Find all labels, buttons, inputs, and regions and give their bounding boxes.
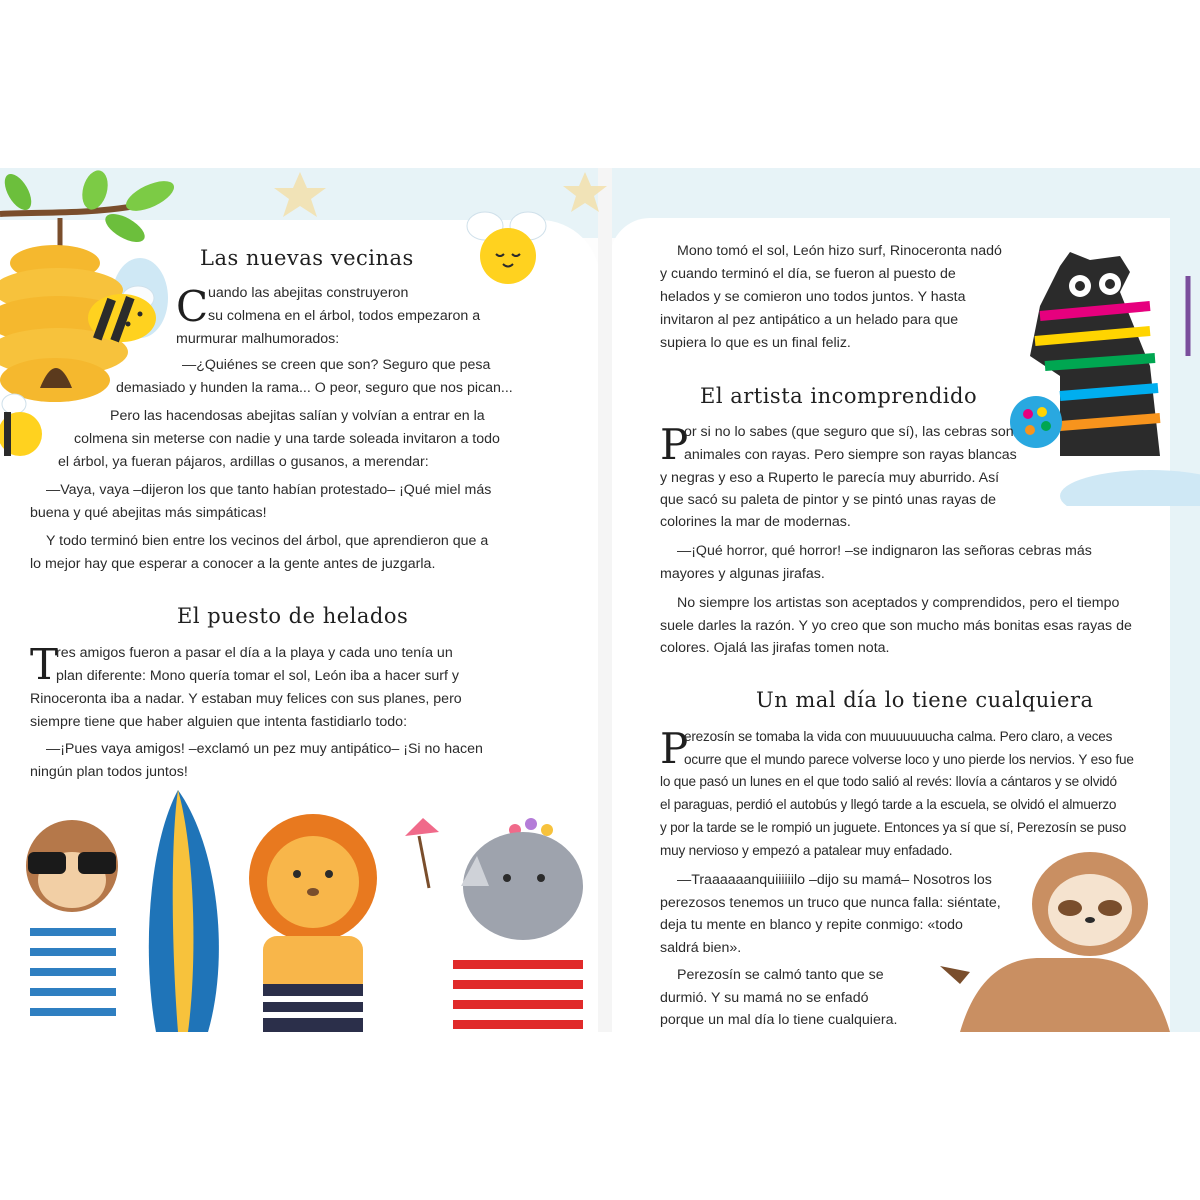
paragraph-line: or si no lo sabes (que seguro que sí), las cebras son (684, 424, 1014, 440)
paragraph-line: res amigos fueron a pasar el día a la playa y cada uno tenía un (56, 645, 453, 661)
bee-illustration (0, 390, 48, 460)
paragraph-line: ningún plan todos juntos! (30, 764, 188, 780)
paragraph-line: suele darles la razón. Y yo creo que son mucho más bonitas esas rayas de (660, 618, 1132, 634)
rhino-illustration (395, 796, 595, 1032)
paragraph-line: perezosos tenemos un truco que nunca falla: siéntate, (660, 895, 1001, 911)
lion-illustration (235, 808, 395, 1032)
paragraph-line: invitaron al pez antipático a un helado para que (660, 312, 959, 328)
paragraph-line: helados y se comieron uno todos juntos. Y hasta (660, 289, 966, 305)
drop-cap: P (660, 420, 689, 469)
paragraph-line: uando las abejitas construyeron (208, 285, 409, 301)
paragraph-line: erezosín se tomaba la vida con muuuuuuucha calma. Pero claro, a veces (684, 729, 1113, 744)
drop-cap: C (176, 282, 209, 331)
paragraph-line: el paraguas, perdió el autobús y llegó tarde a la escuela, se olvidó el almuerzo (660, 797, 1117, 812)
paragraph-line: Perezosín se calmó tanto que se (677, 967, 884, 983)
paragraph-line: colores. Ojalá las jirafas tomen nota. (660, 640, 890, 656)
paragraph-line: su colmena en el árbol, todos empezaron a (208, 308, 481, 324)
paragraph-line: —Vaya, vaya –dijeron los que tanto habían protestado– ¡Qué miel más (46, 482, 492, 498)
paragraph-line: —Traaaaaanquiiiiiilo –dijo su mamá– Nosotros los (677, 872, 992, 888)
paragraph-line: durmió. Y su mamá no se enfadó (660, 990, 869, 1006)
paragraph-line: plan diferente: Mono quería tomar el sol, León iba a hacer surf y (56, 668, 459, 684)
paragraph-line: animales con rayas. Pero siempre son rayas blancas (684, 447, 1017, 463)
paragraph-line: ocurre que el mundo parece volverse loco y uno pierde los nervios. Y eso fue (684, 752, 1134, 767)
paragraph-line: murmurar malhumorados: (176, 331, 340, 347)
story-title-vecinas: Las nuevas vecinas (200, 246, 414, 270)
paragraph-line: No siempre los artistas son aceptados y comprendidos, pero el tiempo (677, 595, 1120, 611)
paragraph-line: supiera lo que es un final feliz. (660, 335, 851, 351)
paragraph-line: siempre tiene que haber alguien que intenta fastidiarlo todo: (30, 714, 408, 730)
paragraph-line: —¡Qué horror, qué horror! –se indignaron las señoras cebras más (677, 543, 1092, 559)
paragraph-line: y por la tarde se le rompió un juguete. Entonces ya sí que sí, Perezosín se puso (660, 820, 1127, 835)
paragraph-line: mayores y algunas jirafas. (660, 566, 825, 582)
book-spread (0, 168, 1200, 1032)
paragraph-line: —¡Pues vaya amigos! –exclamó un pez muy antipático– ¡Si no hacen (46, 741, 483, 757)
surfboard-illustration (138, 786, 238, 1032)
paragraph-line: deja tu mente en blanco y repite conmigo: «todo (660, 917, 963, 933)
paragraph-line: lo mejor hay que esperar a conocer a la gente antes de juzgarla. (30, 556, 436, 572)
paragraph-line: muy nervioso y empezó a patalear muy enfadado. (660, 843, 953, 858)
page-gutter (598, 168, 612, 1032)
paragraph-line: saldrá bien». (660, 940, 742, 956)
paragraph-line: Pero las hacendosas abejitas salían y volvían a entrar en la (110, 408, 485, 424)
bee-illustration (78, 276, 170, 354)
drop-cap: T (30, 640, 59, 689)
story-title-maldia: Un mal día lo tiene cualquiera (756, 688, 1094, 712)
monkey-illustration (0, 818, 150, 1032)
story-title-helados: El puesto de helados (177, 604, 409, 628)
bee-illustration (460, 208, 555, 288)
paragraph-line: el árbol, ya fueran pájaros, ardillas o gusanos, a merendar: (58, 454, 429, 470)
starfish-illustration (560, 170, 610, 215)
paragraph-line: colmena sin meterse con nadie y una tarde soleada invitaron a todo (74, 431, 500, 447)
paragraph-line: colorines la mar de modernas. (660, 514, 851, 530)
zebra-artist-illustration (1000, 246, 1200, 506)
paragraph-line: Mono tomó el sol, León hizo surf, Rinoceronta nadó (677, 243, 1002, 259)
paragraph-line: y negras y eso a Ruperto le parecía muy aburrido. Así (660, 470, 1000, 486)
starfish-illustration (270, 170, 330, 220)
paragraph-line: —¿Quiénes se creen que son? Seguro que pesa (182, 357, 491, 373)
paragraph-line: porque un mal día lo tiene cualquiera. (660, 1012, 898, 1028)
paragraph-line: que sacó su paleta de pintor y se pintó unas rayas de (660, 492, 996, 508)
paragraph-line: Rinoceronta iba a nadar. Y estaban muy felices con sus planes, pero (30, 691, 462, 707)
story-title-artista: El artista incomprendido (700, 384, 978, 408)
drop-cap: P (660, 724, 689, 773)
paragraph-line: Y todo terminó bien entre los vecinos del árbol, que aprendieron que a (46, 533, 489, 549)
paragraph-line: demasiado y hunden la rama... O peor, seguro que nos pican... (116, 380, 513, 396)
paragraph-line: buena y qué abejitas más simpáticas! (30, 505, 267, 521)
paragraph-line: y cuando terminó el día, se fueron al puesto de (660, 266, 956, 282)
paragraph-line: lo que pasó un lunes en el que todo salió al revés: llovía a cántaros y se olvidó (660, 774, 1117, 789)
